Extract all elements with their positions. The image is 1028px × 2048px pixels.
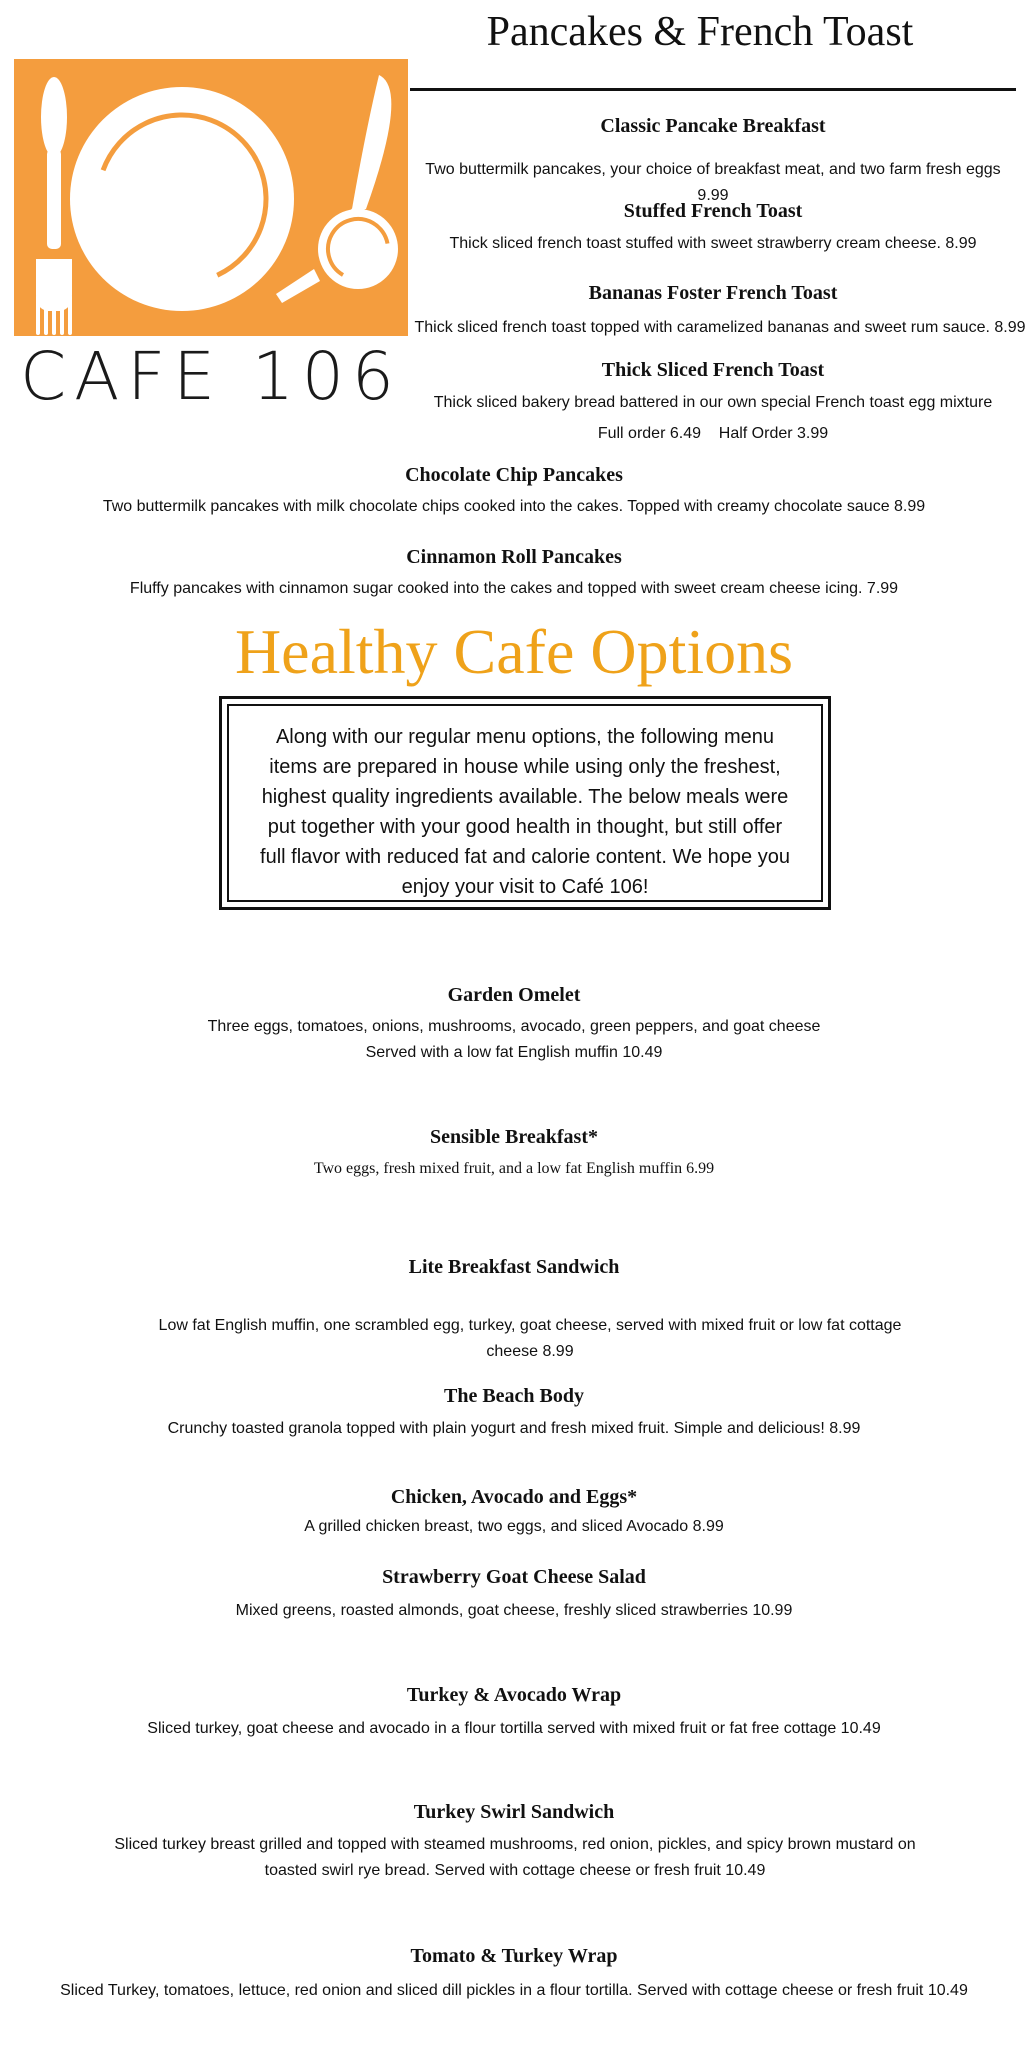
plate-utensils-icon [14,59,408,336]
menu-item-desc: Thick sliced bakery bread battered in our own special French toast egg mixture [433,394,993,411]
menu-item-name: Lite Breakfast Sandwich [408,1256,620,1278]
healthy-notice-text: Along with our regular menu options, the following menu items are prepared in house while using only the freshest, highest quality ingredients available. The below meals were put together with your good health in thought, but still offer full flavor with reduced fat and calorie content. We hope you enjoy your visit to Café 106! [260,726,790,898]
menu-item-desc: Fluffy pancakes with cinnamon sugar cooked into the cakes and topped with sweet cream cheese icing. 7.99 [129,580,899,597]
logo-wordmark: CAFE 106 [20,338,402,415]
healthy-notice-box [219,696,831,910]
notice-inner-border [227,704,823,902]
menu-item-name: Chicken, Avocado and Eggs* [390,1486,638,1508]
menu-item-desc: Sliced turkey, goat cheese and avocado in a flour tortilla served with mixed fruit or fat free cottage 10.49 [147,1720,881,1737]
menu-item-name: Strawberry Goat Cheese Salad [382,1566,646,1588]
menu-item-desc: Sliced turkey breast grilled and topped with steamed mushrooms, red onion, pickles, and spicy brown mustard on toasted swirl rye bread. Served with cottage cheese or fresh fruit 10.49 [114,1836,916,1879]
menu-item-desc: Low fat English muffin, one scrambled egg, turkey, goat cheese, served with mixed fruit or low fat cottage cheese 8.99 [158,1317,902,1360]
logo [14,59,408,336]
menu-item-name: Tomato & Turkey Wrap [410,1945,618,1967]
menu-item-name: Chocolate Chip Pancakes [405,464,623,486]
menu-item-name: Sensible Breakfast* [430,1126,598,1148]
menu-item-name: Thick Sliced French Toast [601,359,825,381]
menu-item-desc: Mixed greens, roasted almonds, goat cheese, freshly sliced strawberries 10.99 [235,1602,793,1619]
menu-item-desc: Thick sliced french toast topped with caramelized bananas and sweet rum sauce. 8.99 [414,319,1026,336]
menu-item-desc: Thick sliced french toast stuffed with sweet strawberry cream cheese. 8.99 [449,235,977,252]
menu-item-desc: Crunchy toasted granola topped with plain yogurt and fresh mixed fruit. Simple and delicious! 8.99 [167,1420,861,1437]
menu-item-name: Turkey Swirl Sandwich [413,1801,615,1823]
menu-item-name: Stuffed French Toast [623,200,803,222]
menu-item-desc: Two buttermilk pancakes, your choice of breakfast meat, and two farm fresh eggs 9.99 [425,161,1001,204]
menu-item-desc: Sliced Turkey, tomatoes, lettuce, red onion and sliced dill pickles in a flour tortilla. Served with cottage cheese or fresh fruit 10.49 [60,1982,968,1999]
menu-item-name: Turkey & Avocado Wrap [406,1684,622,1706]
title-divider [410,88,1016,91]
menu-item-name: The Beach Body [443,1385,585,1407]
page-title: Pancakes & French Toast [486,9,914,55]
menu-item-name: Garden Omelet [447,984,581,1006]
menu-item-price: Full order 6.49 Half Order 3.99 [597,425,829,442]
menu-item-desc: A grilled chicken breast, two eggs, and sliced Avocado 8.99 [304,1518,724,1535]
menu-item-name: Cinnamon Roll Pancakes [406,546,622,568]
menu-item-name: Bananas Foster French Toast [588,282,838,304]
menu-item-desc: Two buttermilk pancakes with milk chocolate chips cooked into the cakes. Topped with creamy chocolate sauce 8.99 [102,498,926,515]
menu-item-desc: Two eggs, fresh mixed fruit, and a low fat English muffin 6.99 [313,1160,715,1177]
healthy-section-title: Healthy Cafe Options [234,616,794,687]
menu-item-name: Classic Pancake Breakfast [600,115,826,137]
menu-item-desc: Three eggs, tomatoes, onions, mushrooms, avocado, green peppers, and goat cheese Served with a low fat English muffin 10.49 [207,1018,821,1061]
